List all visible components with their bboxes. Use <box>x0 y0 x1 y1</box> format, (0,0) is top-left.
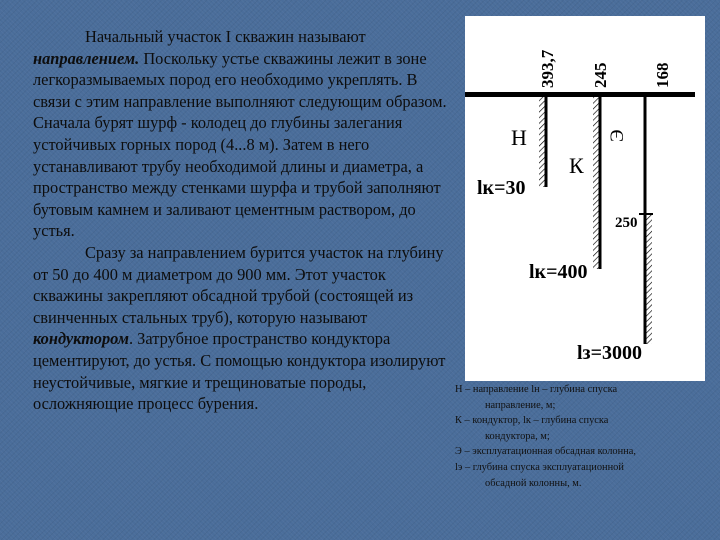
p2-before: Сразу за направлением бурится участок на глубину от 50 до 400 м диаметром до 900 мм. Этот участок скважины закрепляют обсадной трубой (состоящей из свинченных стальных труб), которую называют <box>33 242 444 327</box>
cement-top-value: 250 <box>615 215 638 231</box>
well-diagram-svg <box>465 16 705 381</box>
p1-before: Начальный участок I скважин называют <box>85 27 366 46</box>
legend-line-4: lэ – глубина спуска эксплуатационной <box>455 461 624 473</box>
wellhead-line <box>465 92 695 97</box>
depth-n: lк=30 <box>477 177 526 199</box>
p2-after: . Затрубное пространство кондуктора цементируют, до устья. С помощью кондуктора изолируют неустойчивые, мягкие и трещиноватые породы, осложняющие процесс бурения. <box>33 329 446 414</box>
depth-e: lз=3000 <box>577 342 642 364</box>
legend-cont-1: направление, м; <box>485 399 556 411</box>
paragraph-2 <box>33 242 448 415</box>
diameter-d2: 245 <box>591 62 610 88</box>
label-n: Н <box>511 125 527 150</box>
legend-line-2: К – кондуктор, lк – глубина спуска <box>455 415 609 427</box>
label-k: К <box>569 153 584 178</box>
term-konduktor: кондуктором <box>33 329 129 349</box>
term-napravlenie: направлением. <box>33 48 140 68</box>
diameter-d3: 168 <box>653 62 672 88</box>
legend-cont-4: обсадной колонны, м. <box>485 477 582 489</box>
legend <box>455 382 715 491</box>
main-text <box>33 26 448 415</box>
paragraph-1 <box>33 26 448 242</box>
legend-line-1: Н – направление lн – глубина спуска <box>455 384 618 395</box>
legend-line-3: Э – эксплуатационная обсадная колонна, <box>455 446 636 458</box>
depth-k: lк=400 <box>529 261 588 283</box>
p1-after: Поскольку устье скважины лежит в зоне легкоразмываемых пород его необходимо укреплять. В связи с этим направление выполняют следующим образом. Сначала бурят шурф - колодец до глубины залегания устойчивых горных пород (4...8 м). Затем в него устанавливают трубу необходимой длины и диаметра, а пространство между стенками шурфа и трубой заполняют бутовым камнем и заливают цементным раствором, до устья. <box>33 48 447 241</box>
legend-cont-2: кондуктора, м; <box>485 430 550 442</box>
well-construction-diagram <box>465 16 705 381</box>
label-e: Э <box>607 129 628 142</box>
diameter-d1: 393,7 <box>538 49 557 88</box>
